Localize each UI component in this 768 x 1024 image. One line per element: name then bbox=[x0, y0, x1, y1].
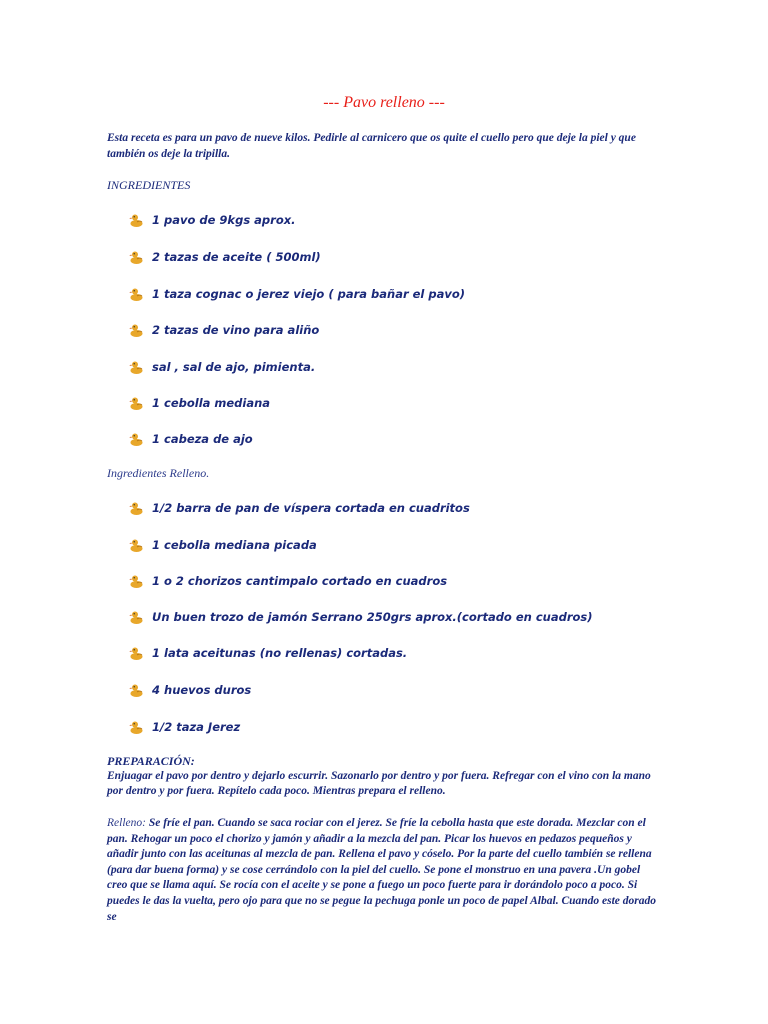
filling-text: 1 o 2 chorizos cantimpalo cortado en cuadros bbox=[152, 574, 448, 588]
list-item bbox=[128, 320, 319, 340]
duck-icon bbox=[128, 537, 144, 553]
duck-icon bbox=[128, 500, 144, 516]
duck-icon bbox=[128, 573, 144, 589]
ingredient-text: 1 taza cognac o jerez viejo ( para bañar el pavo) bbox=[152, 287, 466, 301]
list-item bbox=[128, 284, 465, 304]
preparation-heading: PREPARACIÓN: bbox=[107, 754, 195, 768]
list-item bbox=[128, 429, 253, 449]
ingredient-text: sal , sal de ajo, pimienta. bbox=[152, 360, 316, 374]
filling-text: 1/2 taza Jerez bbox=[152, 720, 241, 734]
ingredient-text: 2 tazas de aceite ( 500ml) bbox=[152, 250, 321, 264]
list-item bbox=[128, 571, 447, 591]
filling-heading: Ingredientes Relleno. bbox=[107, 466, 210, 480]
ingredients-heading: INGREDIENTES bbox=[107, 178, 191, 192]
duck-icon bbox=[128, 395, 144, 411]
list-item bbox=[128, 247, 321, 267]
ingredient-text: 1 cebolla mediana bbox=[152, 396, 271, 410]
duck-icon bbox=[128, 431, 144, 447]
ingredient-text: 1 pavo de 9kgs aprox. bbox=[152, 213, 296, 227]
duck-icon bbox=[128, 682, 144, 698]
page-title: --- Pavo relleno --- bbox=[323, 94, 445, 111]
duck-icon bbox=[128, 249, 144, 265]
duck-icon bbox=[128, 286, 144, 302]
filling-steps-text: Se fríe el pan. Cuando se saca rociar con el jerez. Se fríe la cebolla hasta que este dorada. Mezclar con el pan. Rehogar un poco el chorizo y jamón y añadir a la mezcla del pan. Picar los huevos en pedazos pequeños y añadir junto con las aceitunas al mezcla de pan. Rellena el pavo y cóselo. Por la parte del cuello también se rellena (para dar buena forma) y se cose cerrándolo con la piel del cuello. Se pone el monstruo en una pavera .Un gobel creo que se llama aquí. Se rocía con el aceite y se pone a fuego un poco fuerte para ir dorándolo poco a poco. Si puedes le das la vuelta, pero ojo para que no se pegue la pechuga ponle un poco de papel Albal. Cuando este dorado se bbox=[107, 817, 657, 923]
duck-icon bbox=[128, 359, 144, 375]
ingredient-text: 2 tazas de vino para aliño bbox=[152, 323, 320, 337]
list-item bbox=[128, 643, 407, 663]
intro-paragraph: Esta receta es para un pavo de nueve kilos. Pedirle al carnicero que os quite el cuello pero que deje la piel y que también os deje la tripilla. bbox=[107, 132, 636, 160]
filling-text: 1 cebolla mediana picada bbox=[152, 538, 317, 552]
filling-text: 1 lata aceitunas (no rellenas) cortadas. bbox=[152, 646, 408, 660]
duck-icon bbox=[128, 609, 144, 625]
list-item bbox=[128, 210, 296, 230]
duck-icon bbox=[128, 645, 144, 661]
list-item bbox=[128, 717, 240, 737]
duck-icon bbox=[128, 719, 144, 735]
duck-icon bbox=[128, 212, 144, 228]
filling-text: 1/2 barra de pan de víspera cortada en cuadritos bbox=[152, 501, 470, 515]
list-item bbox=[128, 357, 315, 377]
list-item bbox=[128, 393, 270, 413]
duck-icon bbox=[128, 322, 144, 338]
list-item bbox=[128, 680, 251, 700]
preparation-paragraph: Enjuagar el pavo por dentro y dejarlo escurrir. Sazonarlo por dentro y por fuera. Refregar con el vino con la mano por dentro y por fuera. Repítelo cada poco. Mientras prepara el relleno. bbox=[107, 770, 651, 797]
filling-text: 4 huevos duros bbox=[152, 683, 252, 697]
ingredient-text: 1 cabeza de ajo bbox=[152, 432, 253, 446]
list-item bbox=[128, 498, 470, 518]
filling-steps-label: Relleno: bbox=[107, 817, 146, 829]
list-item bbox=[128, 535, 317, 555]
filling-text: Un buen trozo de jamón Serrano 250grs aprox.(cortado en cuadros) bbox=[152, 610, 593, 624]
filling-steps-paragraph bbox=[107, 816, 663, 925]
list-item bbox=[128, 607, 593, 627]
